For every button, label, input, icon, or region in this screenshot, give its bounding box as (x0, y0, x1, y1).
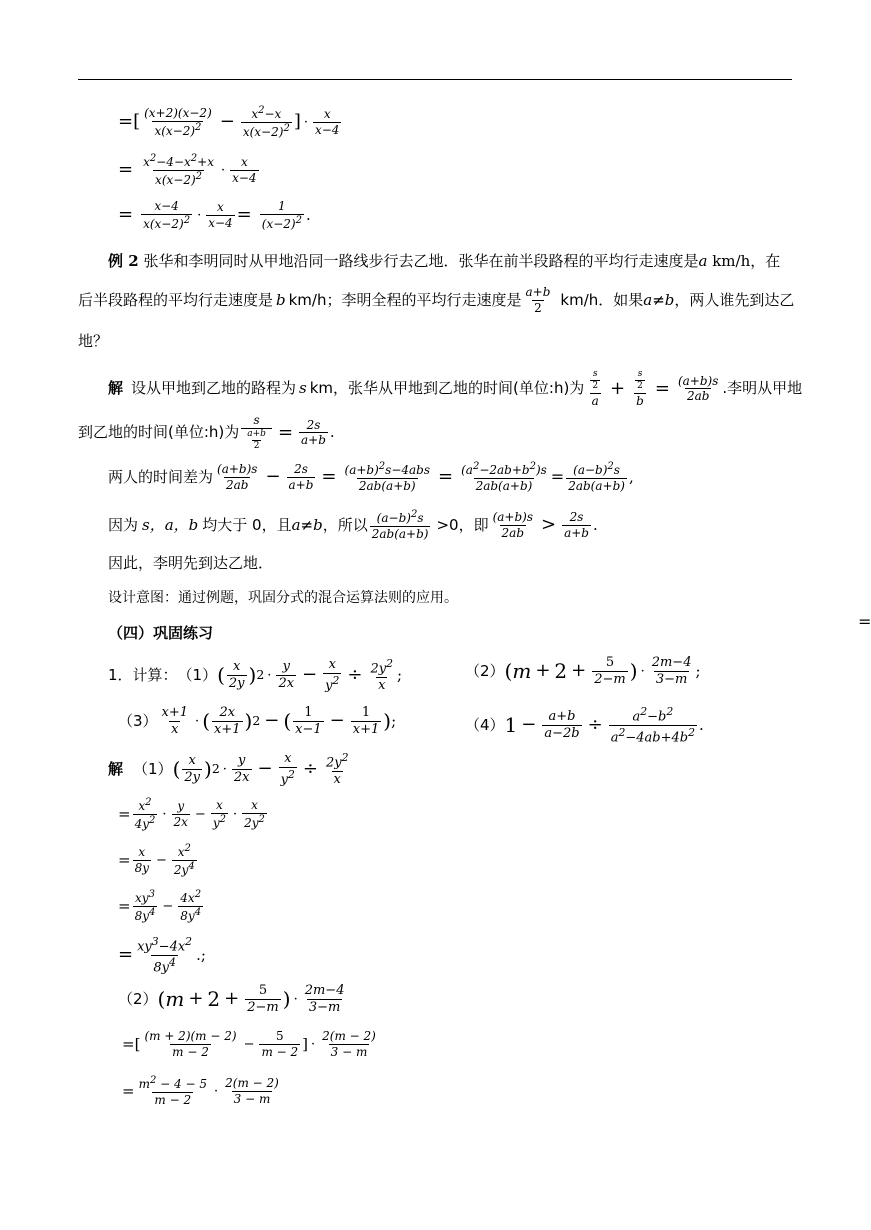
exercise-1-part-4: （4） 1 − $\frac{a+b}{a-2b}$ ÷ $\frac{a^2-b^2}{a^2-4ab+4b^2}$ . (465, 705, 704, 746)
top-work-line-3: = $\frac{x-4}{x(x-2)^2}$ · $\frac{x}{x-4}$ = $\frac{1}{(x-2)^2}$ . (118, 199, 311, 231)
exercise-1-part-3: （3） $\frac{x+1}{x}$ · ( $\frac{2x}{x+1}$ ) 2 − ( $\frac{1}{x-1}$ − $\frac{1}{x+1}$ ) ; (118, 705, 397, 737)
answer-part-2-step-2: = $\frac{m^2 - 4 - 5}{m - 2}$ · $\frac{2(m - 2)}{3 - m}$ (122, 1075, 279, 1107)
because-line: 因为 s，a，b 均大于 0，且 a≠b ，所以 $\frac{(a-b)^2s}{2ab(a+b)}$ >0，即 $\frac{(a+b)s}{2ab}$ > $\frac{2s}{a+b}$ . (108, 509, 598, 541)
answer-step-3: = $\frac{xy^3}{8y^4}$ − $\frac{4x^2}{8y^4}$ (118, 889, 202, 923)
answer-part-1-line: 解 （1） ( $\frac{x}{2y}$ ) 2 · $\frac{y}{2x}$ − $\frac{x}{y^2}$ ÷ $\frac{2y^2}{x}$ (108, 751, 349, 787)
stray-equals-mark: = (858, 612, 871, 631)
time-difference-line: 两人的时间差为 $\frac{(a+b)s}{2ab}$ − $\frac{2s}{a+b}$ = $\frac{(a+b)^2s-4abs}{2ab(a+b)}$ = $\frac{(a^2-2ab+b^2)s}{2ab(a+b)}$ = $\frac{(a-b)^2s}{2ab(a+b)}$ , (108, 461, 634, 493)
top-work-line-1: =[ $\frac{(x+2)(x-2)}{x(x-2)^2}$ − $\frac{x^2-x}{x(x-2)^2}$ ] · $\frac{x}{x-4}$ (118, 105, 340, 139)
answer-step-4: = $\frac{xy^3-4x^2}{8y^4}$ .; (118, 935, 206, 976)
section-title: （四）巩固练习 (108, 624, 214, 642)
exercise-1-part-2: （2） ( m + 2 + $\frac{5}{2-m}$ ) · $\frac{2m-4}{3-m}$ ; (465, 655, 701, 687)
exercise-1-part-1: 1．计算： （1） ( $\frac{x}{2y}$ ) 2 · $\frac{y}{2x}$ − $\frac{x}{y^2}$ ÷ $\frac{2y^2}{x}$ ; (108, 657, 403, 693)
design-intent-line: 设计意图：通过例题，巩固分式的混合运算法则的应用。 (108, 590, 458, 606)
solution-line-2: 到乙地的时间(单位:h)为 $\frac{s}{\frac{a+b}{2}}$ = $\frac{2s}{a+b}$ . (78, 413, 335, 452)
conclusion-line: 因此，李明先到达乙地． (108, 554, 274, 572)
answer-part-2-step-1: = [ $\frac{(m + 2)(m - 2)}{m - 2}$ − $\frac{5}{m - 2}$ ] · $\frac{2(m - 2)}{3 - m}$ (122, 1029, 376, 1059)
answer-step-1: = $\frac{x^2}{4y^2}$ · $\frac{y}{2x}$ − $\frac{x}{y^2}$ · $\frac{x}{2y^2}$ (118, 797, 265, 831)
fraction: $\frac{(x+2)(x-2)}{x(x-2)^2}$ (144, 106, 212, 138)
example-label: 例 2 (108, 252, 139, 270)
example2-line-3: 地？ (78, 332, 109, 350)
example2-line-2: 后半段路程的平均行走速度是 b km/h；李明全程的平均行走速度是 $\frac{a+b}{2}$ km/h．如果 a≠b ，两人谁先到达乙 (78, 285, 795, 315)
example2-paragraph: 例 2 张华和李明同时从甲地沿同一路线步行去乙地．张华在前半段路程的平均行走速度是a km/h，在 (108, 252, 781, 270)
answer-step-2: = $\frac{x}{8y}$ − $\frac{x^2}{2y^4}$ (118, 843, 195, 877)
header-rule (78, 79, 792, 80)
top-work-line-2: = $\frac{x^2-4-x^2+x}{x(x-2)^2}$ · $\frac{x}{x-4}$ (118, 153, 257, 187)
solution-line-1: 解 设从甲地到乙地的路程为 s km，张华从甲地到乙地的时间(单位:h)为 $\frac{\frac{s}{2}}{a}$ + $\frac{\frac{s}{2}}{b}$ = $\frac{(a+b)s}{2ab}$ . 李明从甲地 (108, 369, 803, 408)
answer-part-2-line: （2） ( m + 2 + $\frac{5}{2-m}$ ) · $\frac{2m-4}{3-m}$ (118, 983, 345, 1015)
